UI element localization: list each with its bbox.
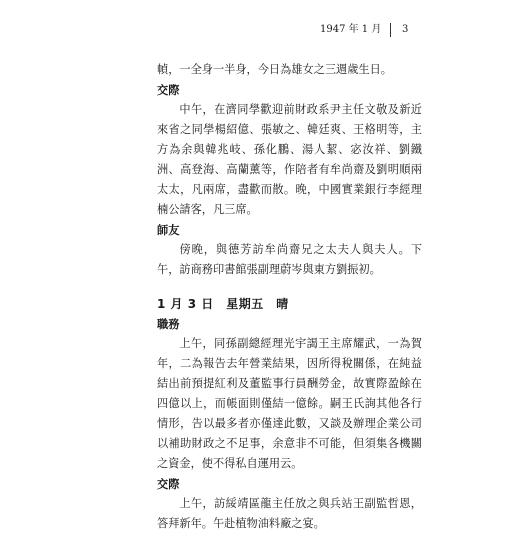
text-line: 運用云。 <box>257 457 303 470</box>
text-line: 足事，余意非不可能，但須集各機關之資金，使不得私自 <box>157 437 422 470</box>
text-line: 拜新年。午赴植物油料廠之宴。 <box>168 517 325 530</box>
paragraph-jiaoji-2 <box>157 494 422 534</box>
text-line: 省之同學楊紹億、張敏之、韓廷爽、王格明等，主方為余 <box>157 123 422 156</box>
text-line: 訪商務印書館張副理蔚岑與東方劉振初。 <box>179 263 381 276</box>
running-header <box>320 20 430 40</box>
paragraph-jiaoji-1 <box>157 100 422 220</box>
header-divider <box>390 23 391 37</box>
section-label-zhiwu: 職務 <box>157 317 180 331</box>
continued-line: 幀，一全身一半身，今日為雄女之三週歲生日。 <box>157 63 392 76</box>
page-body <box>157 60 422 534</box>
paragraph-zhiwu <box>157 334 422 474</box>
page-number: 3 <box>402 24 409 35</box>
paragraph-shiyou <box>157 240 422 280</box>
header-date: 1947 年 1 月 <box>320 24 382 35</box>
text-line: 前預提紅利及董監事行員酬勞金，故實際盈餘在四億以 <box>157 377 422 410</box>
text-line: 傍晚，與德芳訪牟尚齋兄之太夫人與夫人。下午， <box>157 243 422 276</box>
text-line: 年，二為報告去年營業結果，因所得稅關係，在純益結出 <box>157 357 422 390</box>
text-line: 中午，在濟同學歡迎前財政系尹主任文敬及新近來 <box>157 103 422 136</box>
text-line: 與韓兆岐、孫化鵬、湯人絜、宓汝祥、劉鐵洲、高登海、 <box>157 143 422 176</box>
section-label-jiaoji: 交際 <box>157 477 180 491</box>
day-heading: 1 月 3 日 星期五 晴 <box>157 297 289 311</box>
text-line: 上，而帳面則僅結一億餘。嗣王氏詢其他各行情形，告以 <box>157 397 422 430</box>
text-line: 高蘭薰等，作陪者有牟尚齋及劉明順兩太太，凡兩席，盡 <box>157 163 422 196</box>
section-label-shiyou: 師友 <box>157 223 180 237</box>
text-line: 最多者亦僅達此數，又談及辦理企業公司以補助財政之不 <box>157 417 422 450</box>
section-label-jiaoji: 交際 <box>157 83 180 97</box>
text-line: 上午，同孫副總經理光宇謁王主席耀武，一為賀 <box>179 337 422 350</box>
text-line: 歡而散。晚，中國實業銀行李經理楠公請客，凡三席。 <box>157 183 422 216</box>
text-line: 上午，訪綏靖區龍主任放之與兵站王副監哲恩，答 <box>157 497 422 530</box>
